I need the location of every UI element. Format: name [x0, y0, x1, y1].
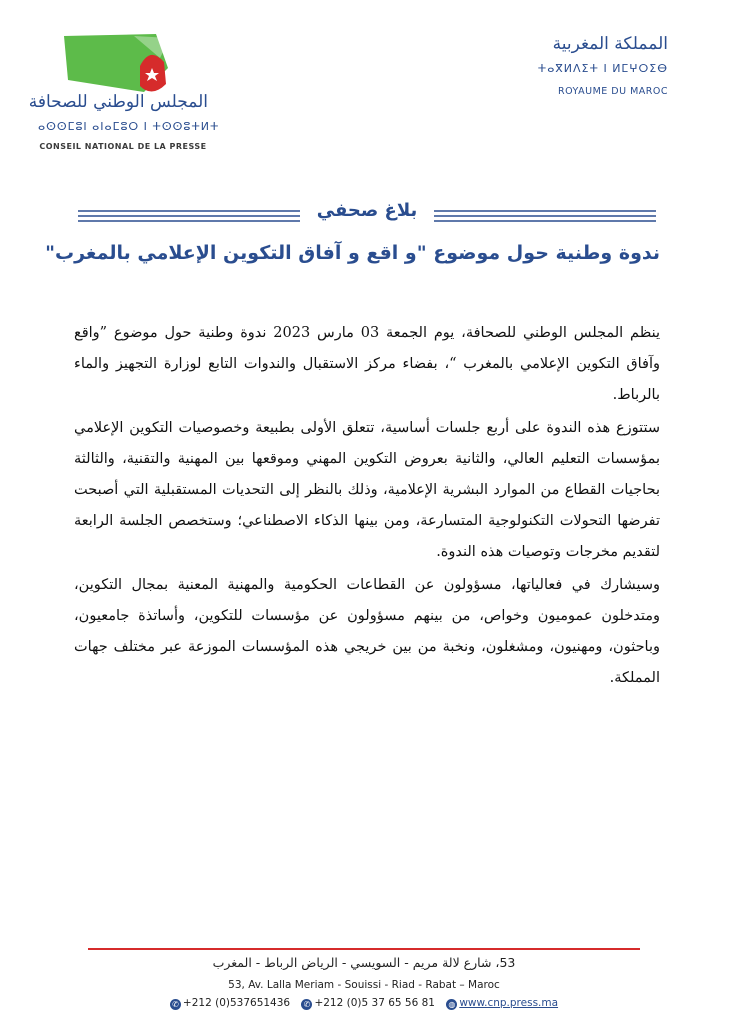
body-paragraph: ستتوزع هذه الندوة على أربع جلسات أساسية، تتعلق الأولى بطبيعة وخصوصيات التكوين الإعلامي بمؤسسات التعليم العالي، والثانية بعروض التكوين المهني وموقعها بين المهنية والتقنية، والثالثة بحاجيات القطاع من الموارد البشرية الإعلامية، وذلك بالنظر إلى التحديات المستقبلية التي أصبحت تفرضها التحولات التكنولوجية المتسارعة، ومن بينها الذكاء الاصطناعي؛ وستخصص الجلسة الرابعة لتقديم مخرجات وتوصيات هذه الندوة. [74, 420, 660, 560]
fax-icon: ✆ [301, 999, 312, 1010]
kingdom-name-tifinagh: ⵜⴰⴳⵍⴷⵉⵜ ⵏ ⵍⵎⵖⵔⵉⴱ [537, 62, 668, 75]
kingdom-name-french: ROYAUME DU MAROC [558, 86, 668, 97]
footer-address-latin: 53, Av. Lalla Meriam - Souissi - Riad - Rabat – Maroc [228, 979, 500, 991]
title-decoration-right [434, 208, 656, 224]
document-type: بلاغ صحفي [316, 200, 418, 221]
phone-contact[interactable] [170, 997, 290, 1010]
phone-icon: ✆ [170, 999, 181, 1010]
council-emblem-icon [60, 28, 172, 98]
fax-contact[interactable] [301, 997, 435, 1010]
council-logo [28, 28, 220, 158]
document-body [74, 318, 660, 696]
website-link[interactable]: www.cnp.press.ma [459, 997, 559, 1009]
body-paragraph: وسيشارك في فعالياتها، مسؤولون عن القطاعات الحكومية والمهنية المعنية بمجال التكوين، ومتدخلون عموميون وخواص، من بينهم مسؤولون عن مؤسسات للتكوين، وأساتذة جامعيون، وباحثون، ومهنيون، ومشغلون، ونخبة من بين خريجي هذه المؤسسات الموزعة عبر مختلف جهات المملكة. [74, 577, 660, 686]
council-name-tifinagh: ⴰⵙⵙⵎⵓⵏ ⴰⵏⴰⵎⵓⵔ ⵏ ⵜⵙⵙⵓⵜⵍⵜ [38, 120, 220, 133]
footer-divider [88, 948, 640, 950]
body-paragraph: ينظم المجلس الوطني للصحافة، يوم الجمعة 03 مارس 2023 ندوة وطنية حول موضوع ”واقع وآفاق التكوين الإعلامي بالمغرب “، بفضاء مركز الاستقبال والندوات التابع لوزارة التجهيز والماء بالرباط. [74, 325, 660, 403]
title-decoration-left [78, 208, 300, 224]
kingdom-header [488, 34, 668, 104]
phone-number: +212 (0)537651436 [182, 997, 291, 1009]
footer-address-arabic: 53، شارع لالة مريم - السويسي - الرياض الرباط - المغرب [212, 955, 516, 970]
fax-number: +212 (0)5 37 65 56 81 [314, 997, 435, 1009]
globe-icon: ◍ [446, 999, 457, 1010]
footer-contacts [88, 997, 640, 1010]
council-name-arabic: المجلس الوطني للصحافة [28, 92, 208, 112]
website-contact[interactable] [446, 997, 558, 1010]
council-name-french: CONSEIL NATIONAL DE LA PRESSE [39, 142, 207, 151]
document-title: ندوة وطنية حول موضوع "و اقع و آفاق التكوين الإعلامي بالمغرب" [45, 242, 660, 264]
kingdom-name-arabic: المملكة المغربية [552, 34, 668, 54]
